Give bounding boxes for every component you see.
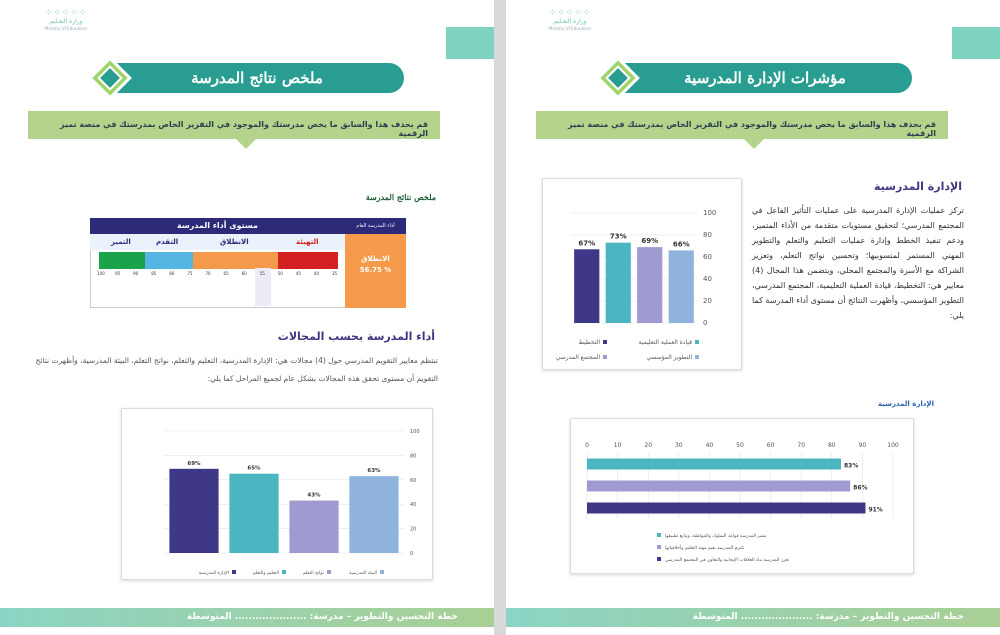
data-label: 63% [367, 468, 381, 475]
general-header: أداء المدرسة العام [345, 218, 406, 234]
legend-swatch [695, 340, 699, 344]
y-tick-label: 0 [703, 319, 708, 327]
progress-segment [145, 252, 193, 269]
x-tick-label: 0 [585, 442, 589, 449]
y-tick-label: 0 [410, 551, 414, 557]
data-label: 43% [307, 492, 321, 499]
launch-segment [193, 252, 278, 269]
domains-chart [121, 408, 433, 580]
bar [606, 243, 631, 323]
level-excellence: التميز [111, 238, 131, 246]
bar [587, 459, 841, 470]
x-tick-label: 20 [644, 442, 653, 449]
data-label: 65% [247, 465, 261, 472]
management-heading: الإدارة المدرسية [874, 180, 962, 193]
left-page [0, 0, 494, 635]
legend-label: التخطيط [578, 339, 600, 346]
y-tick-label: 80 [410, 453, 417, 460]
legend-label: المجتمع المدرسي [555, 354, 600, 361]
performance-header: مستوى أداء المدرسة [90, 218, 345, 234]
legend-swatch [380, 570, 384, 574]
diamond-icon [88, 56, 132, 100]
scale-tick: 60 [241, 271, 247, 276]
level-progress: التقدم [156, 238, 179, 246]
x-tick-label: 40 [705, 442, 714, 449]
y-tick-label: 80 [703, 231, 712, 239]
data-label: 69% [641, 237, 659, 246]
scale-tick: 75 [187, 271, 193, 276]
data-label: 91% [868, 506, 883, 514]
management-chart [542, 178, 742, 370]
x-tick-label: 30 [674, 442, 683, 449]
excellence-segment [99, 252, 145, 269]
management-chart-svg [543, 179, 743, 371]
legend-swatch [603, 355, 607, 359]
legend-label: قيادة العملية التعليمية [638, 339, 692, 346]
management-paragraph: تركز عمليات الإدارة المدرسية على عمليات التأثير الفاعل في المجتمع المدرسي؛ لتحقيق مستويات متقدمة من الأداء المتميز، ودعم تنفيذ الخطط وإدارة عمليات التعليم والتعلم والتطوير المهني المستمر لمنسوبيها؛ وتحسين نواتج التعلم، وتعزيز الشراكة مع الأسرة والمجتمع المحلي، ويتضمن هذا المجال (4) معايير هي: التخطيط، قيادة العملية التعليمية، المجتمع المدرسي، التطوير المؤسسي، وأظهرت النتائج أن مستوى أداء المدرسة كما يلي: [752, 206, 964, 320]
scale-tick: 45 [295, 271, 301, 276]
instruction-banner: قم بحذف هذا والسابق ما يخص مدرستك والموجود في التقرير الخاص بمدرستك في منصة تميز الرقمية [28, 111, 440, 139]
data-label: 69% [187, 460, 201, 467]
scale-tick: 55 [259, 271, 265, 276]
domains-chart-svg [122, 409, 434, 581]
data-label: 67% [578, 239, 596, 248]
y-tick-label: 40 [410, 502, 417, 509]
legend-label: تنشر المدرسة قواعد السلوك والمواطنة، وتتابع تطبيقها [665, 534, 767, 539]
scale-tick: 65 [223, 271, 229, 276]
x-tick-label: 80 [827, 442, 836, 449]
legend-swatch [695, 355, 699, 359]
legend-label: تلتزم المدرسة بقيم مهنة التعليم وأخلاقياتها [665, 546, 745, 551]
corner-decoration [446, 27, 494, 59]
data-label: 86% [853, 484, 868, 492]
bar [229, 474, 278, 553]
bar [587, 503, 865, 514]
prep-segment [278, 252, 338, 269]
corner-decoration [952, 27, 1000, 59]
criteria-chart [570, 418, 914, 574]
y-tick-label: 60 [410, 477, 417, 484]
result-value: 56.75 % [359, 266, 392, 274]
legend-label: الإدارة المدرسية [198, 571, 229, 576]
x-tick-label: 50 [736, 442, 744, 449]
scale-tick: 50 [277, 271, 283, 276]
data-label: 66% [672, 240, 690, 249]
scale-tick: 40 [313, 271, 320, 276]
diamond-icon [596, 56, 640, 100]
legend-label: التعليم والتعلم [252, 571, 279, 576]
legend-swatch [327, 570, 331, 574]
section-label: ملخص نتائج المدرسة [365, 192, 436, 202]
x-tick-label: 100 [887, 442, 899, 449]
chart2-label: الإدارة المدرسية [878, 400, 934, 408]
data-label: 83% [843, 462, 859, 470]
legend-swatch [657, 545, 661, 549]
domains-heading: أداء المدرسة بحسب المجالات [277, 330, 435, 343]
legend-label: البيئة المدرسية [349, 571, 377, 576]
banner-arrow [236, 139, 256, 149]
legend-label: التطوير المؤسسي [646, 354, 692, 361]
x-tick-label: 60 [766, 442, 775, 449]
bar [669, 250, 694, 323]
ministry-logo: ⁘⁘⁘⁘⁘ وزارة التعـليم Ministry of Education [548, 8, 592, 31]
y-tick-label: 100 [703, 209, 717, 217]
data-label: 73% [609, 232, 627, 241]
bar [289, 501, 338, 553]
page-title: ملخص نتائج المدرسة [110, 63, 404, 93]
scale-tick: 90 [133, 271, 139, 276]
scale-tick: 100 [97, 271, 105, 276]
page-footer: خطة التحسين والتطوير – مدرسة: ..................... المتوسطة [0, 608, 494, 627]
page-title: مؤشرات الإدارة المدرسية [618, 63, 912, 93]
result-level: الانطلاق [361, 255, 390, 263]
scale-tick: 80 [169, 271, 175, 276]
bar [574, 249, 599, 323]
bar [637, 247, 662, 323]
level-launch: الانطلاق [220, 238, 249, 246]
legend-swatch [657, 533, 661, 537]
y-tick-label: 20 [703, 297, 712, 305]
legend-swatch [232, 570, 236, 574]
x-tick-label: 90 [858, 442, 867, 449]
scale-tick: 70 [205, 271, 211, 276]
bar [587, 481, 850, 492]
scale-tick: 35 [332, 271, 338, 276]
level-prep: التهيئة [296, 238, 319, 246]
bar [349, 476, 398, 553]
criteria-chart-svg [571, 419, 915, 575]
y-tick-label: 60 [703, 253, 712, 261]
bar [169, 469, 218, 553]
x-tick-label: 10 [613, 442, 622, 449]
ministry-logo: ⁘⁘⁘⁘⁘ وزارة التعـليم Ministry of Education [44, 8, 88, 31]
legend-swatch [282, 570, 286, 574]
legend-label: تعزز المدرسة بناء العلاقات الإيجابية والتعاون في المجتمع المدرسي [665, 558, 790, 563]
x-tick-label: 70 [797, 442, 806, 449]
right-page [506, 0, 1000, 635]
instruction-banner: قم بحذف هذا والسابق ما يخص مدرستك والموجود في التقرير الخاص بمدرستك في منصة تميز الرقمية [536, 111, 948, 139]
scale-tick: 95 [115, 271, 121, 276]
y-tick-label: 40 [703, 275, 712, 283]
legend-label: نواتج التعلم [302, 571, 324, 576]
scale-tick: 85 [151, 271, 157, 276]
y-tick-label: 100 [410, 429, 420, 435]
y-tick-label: 20 [410, 526, 417, 533]
legend-swatch [603, 340, 607, 344]
domains-text: تنتظم معايير التقويم المدرسي حول (4) مجالات هي: الإدارة المدرسية، التعليم والتعلم، نواتج التعلم، البيئة المدرسية، وأظهرت نتائج التقويم أن مستوى تحقق هذه المجالات بشكل عام لجميع المراحل كما يلي: [35, 356, 438, 383]
legend-swatch [657, 557, 661, 561]
banner-arrow [744, 139, 764, 149]
page-footer: خطة التحسين والتطوير – مدرسة: ..................... المتوسطة [506, 608, 1000, 627]
